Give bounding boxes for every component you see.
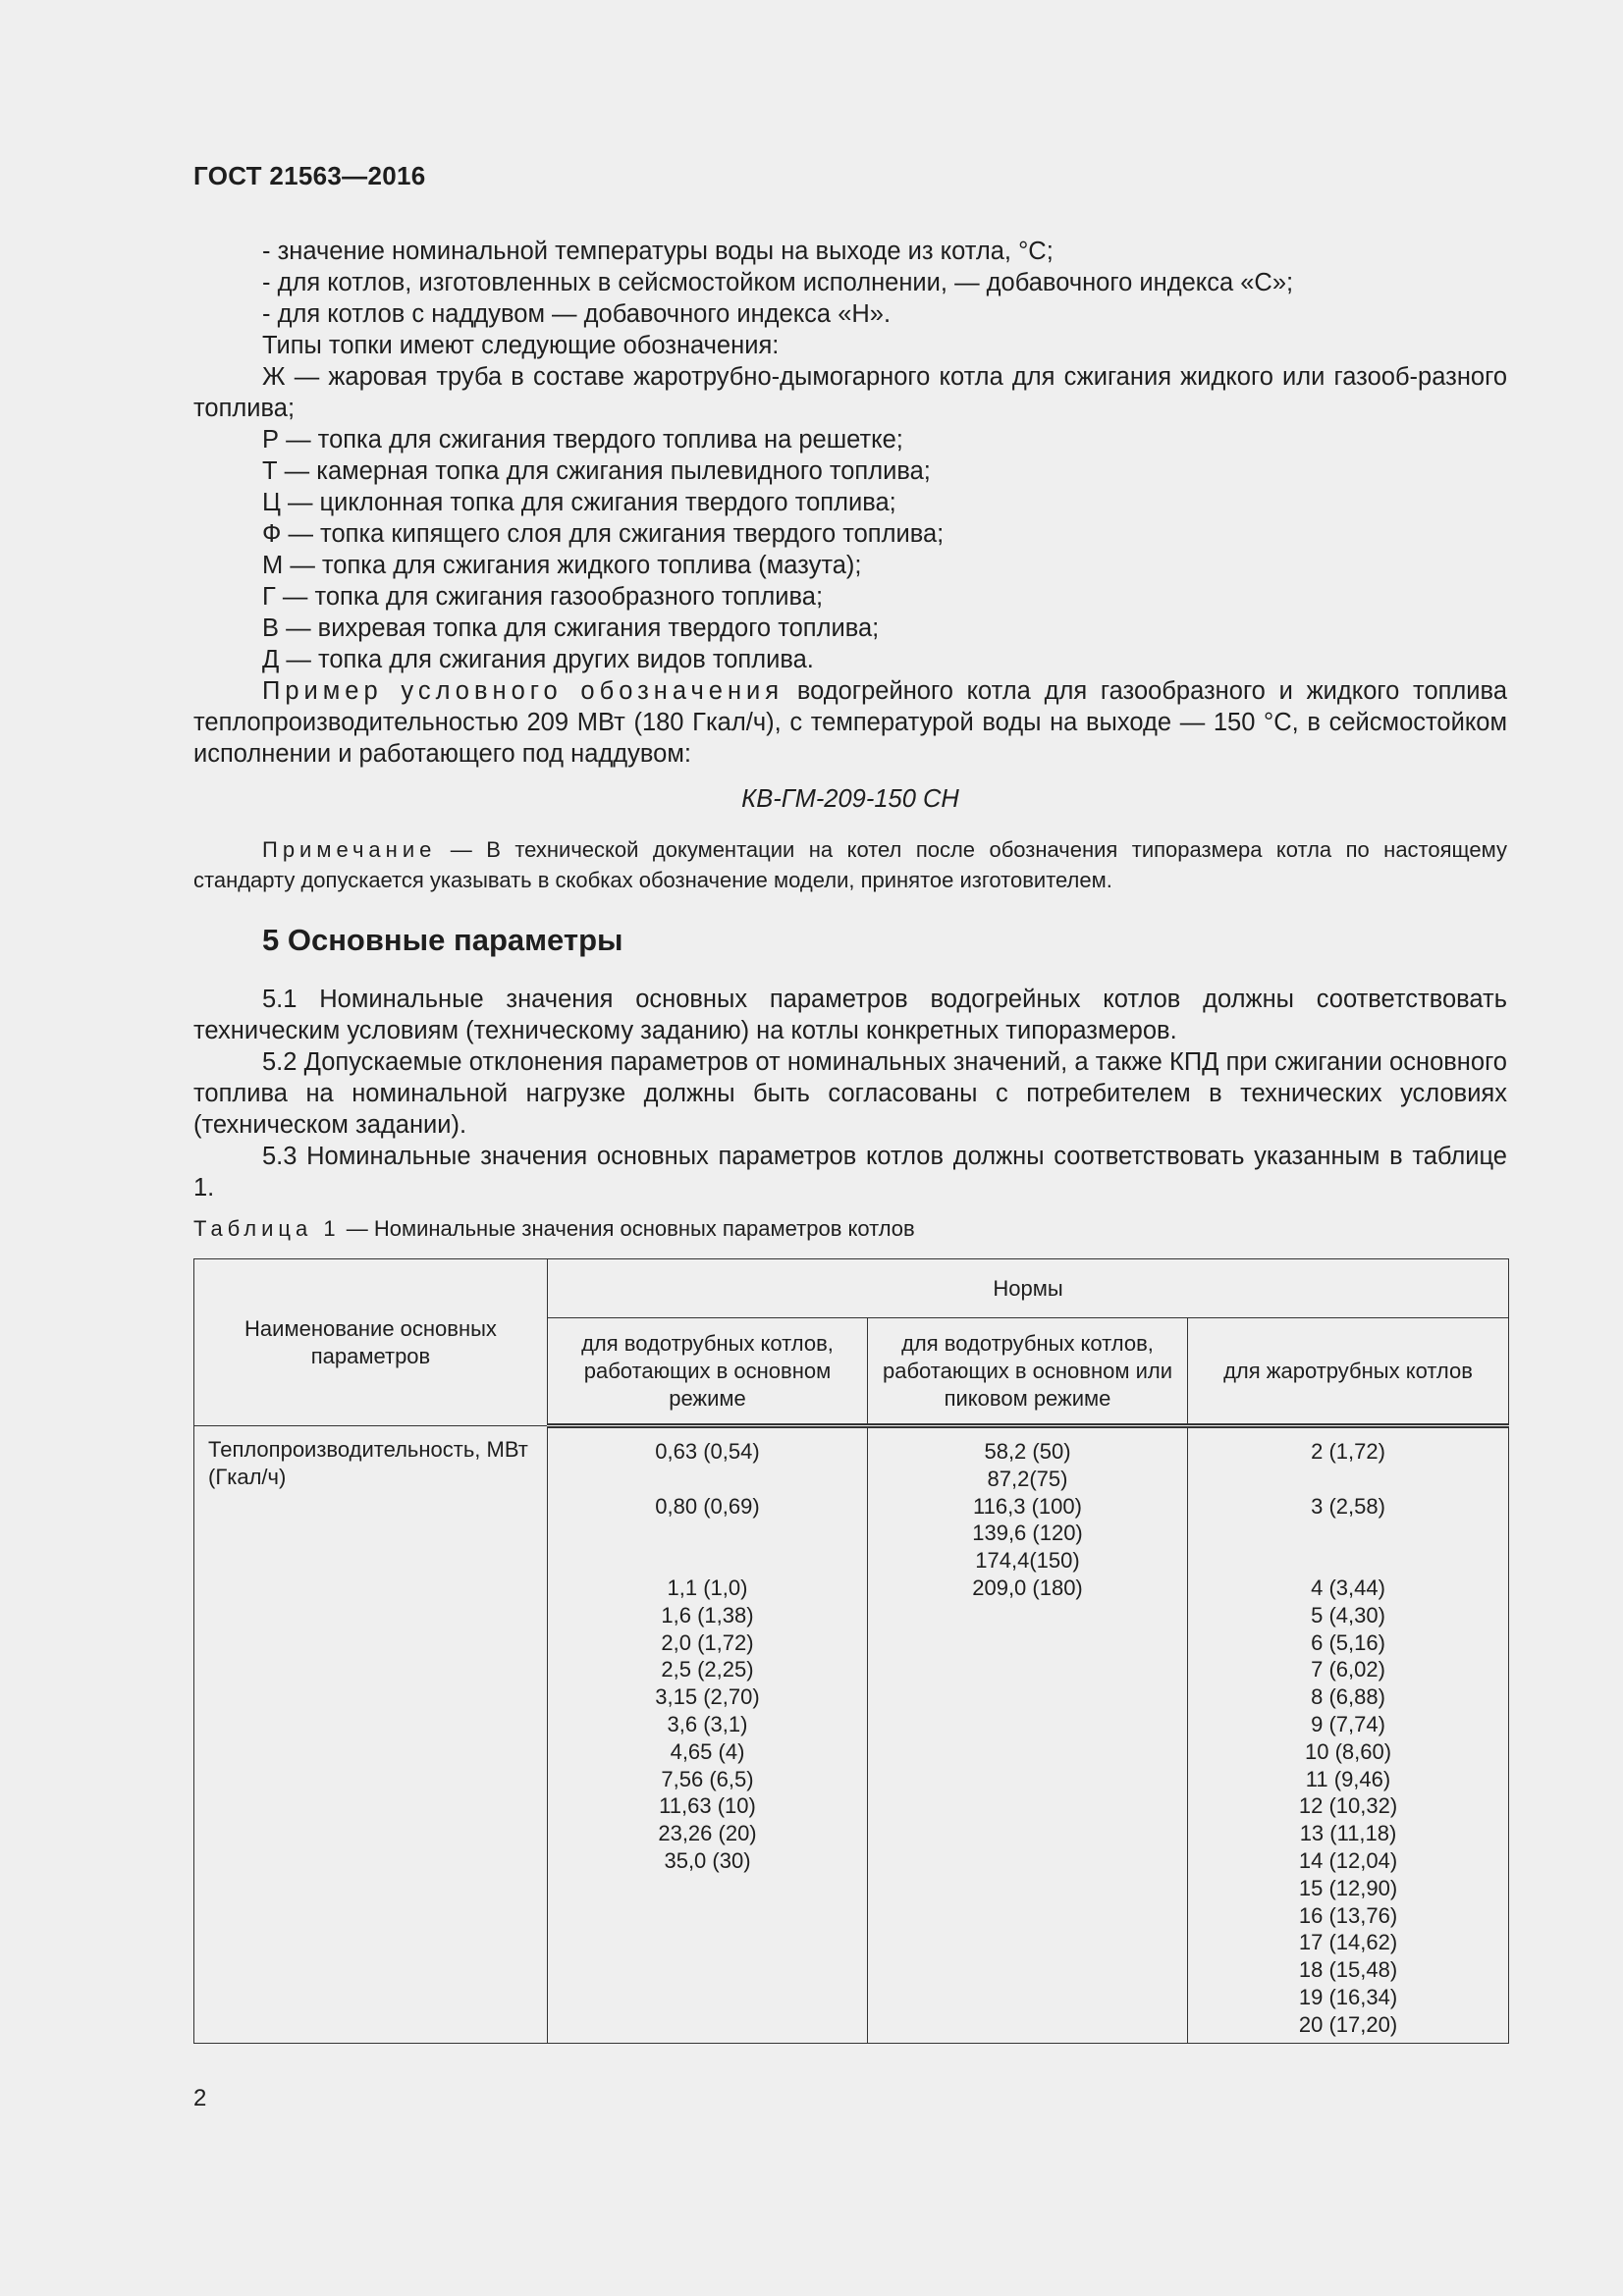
values-col-2 xyxy=(868,1426,1188,2044)
table-cell: 2,0 (1,72) xyxy=(661,1629,754,1655)
table-cell: 10 (8,60) xyxy=(1304,1738,1392,1764)
table-cell: 13 (11,18) xyxy=(1299,1821,1397,1846)
table-cell: 0,63 (0,54) xyxy=(655,1439,760,1464)
table-cell: 14 (12,04) xyxy=(1298,1847,1398,1873)
firebox-type: Д — топка для сжигания других видов топлива. xyxy=(262,646,814,673)
table-cell: 5 (4,30) xyxy=(1311,1602,1385,1628)
table-cell: 3,6 (3,1) xyxy=(667,1711,748,1736)
column-header: для водотрубных котлов, работающих в основном режиме xyxy=(548,1318,868,1426)
table-cell: 116,3 (100) xyxy=(973,1493,1082,1519)
table-cell xyxy=(556,1466,859,1493)
table-cell: 87,2(75) xyxy=(987,1466,1068,1491)
table-cell: 58,2 (50) xyxy=(984,1439,1071,1464)
list-item: - значение номинальной температуры воды на выходе из котла, °С; xyxy=(262,238,1054,265)
table-cell xyxy=(556,1520,859,1547)
table-caption xyxy=(193,1213,1507,1245)
table-cell: 8 (6,88) xyxy=(1311,1684,1385,1710)
list-item: - для котлов, изготовленных в сейсмостойком исполнении, — добавочного индекса «С»; xyxy=(262,269,1294,296)
paragraph: 5.1 Номинальные значения основных параметров водогрейных котлов должны соответствовать техническим условиям (техническому заданию) на котлы конкретных типоразмеров. xyxy=(193,986,1507,1044)
table-cell: 174,4(150) xyxy=(975,1548,1080,1574)
list-item: - для котлов с наддувом — добавочного индекса «Н». xyxy=(262,300,892,328)
note-lead: Примечание xyxy=(262,837,437,862)
table-cell: 19 (16,34) xyxy=(1298,1984,1398,2009)
table-cell xyxy=(1196,1466,1500,1493)
table-cell: 1,6 (1,38) xyxy=(661,1602,754,1628)
table-caption-lead: Таблица 1 xyxy=(193,1216,341,1241)
table-cell: 0,80 (0,69) xyxy=(655,1493,760,1519)
table-cell: 3,15 (2,70) xyxy=(655,1684,760,1710)
document-body xyxy=(193,236,1507,2044)
table-cell: 2 (1,72) xyxy=(1311,1439,1385,1464)
example-text: водогрейного котла для газообразного и жидкого топлива теплопроизводительностью 209 МВт (180 Гкал/ч), с температурой воды на выходе — 150 °С, в сейсмостойком исполнении и работающего под наддувом: xyxy=(193,677,1507,768)
table-cell: 209,0 (180) xyxy=(972,1575,1083,1600)
table-cell xyxy=(556,1547,859,1575)
table-cell: 17 (14,62) xyxy=(1298,1930,1398,1955)
table-cell: 11 (9,46) xyxy=(1305,1766,1391,1791)
note xyxy=(193,834,1507,895)
firebox-type: Р — топка для сжигания твердого топлива на решетке; xyxy=(262,426,903,454)
table-cell: 7 (6,02) xyxy=(1311,1657,1385,1682)
note-text: — В технической документации на котел после обозначения типоразмера котла по настоящему стандарту допускается указывать в скобках обозначение модели, принятое изготовителем. xyxy=(193,837,1507,892)
firebox-type: Ф — топка кипящего слоя для сжигания твердого топлива; xyxy=(262,520,945,548)
table-cell: 4 (3,44) xyxy=(1311,1575,1385,1600)
firebox-type: Ж — жаровая труба в составе жаротрубно-дымогарного котла для сжигания жидкого или газооб-разного топлива; xyxy=(193,363,1507,422)
firebox-type: Ц — циклонная топка для сжигания твердого топлива; xyxy=(262,489,896,516)
table-cell xyxy=(1196,1547,1500,1575)
paragraph: 5.2 Допускаемые отклонения параметров от номинальных значений, а также КПД при сжигании основного топлива на номинальной нагрузке должны быть согласованы с потребителем в технических условиях (техническом задании). xyxy=(193,1048,1507,1139)
column-header-name: Наименование основных параметров xyxy=(194,1259,548,1426)
table-cell: 23,26 (20) xyxy=(658,1821,757,1846)
table-cell: 6 (5,16) xyxy=(1311,1629,1385,1655)
firebox-intro: Типы топки имеют следующие обозначения: xyxy=(262,332,780,359)
firebox-type: В — вихревая топка для сжигания твердого топлива; xyxy=(262,614,880,642)
column-header: для водотрубных котлов, работающих в основном или пиковом режиме xyxy=(868,1318,1188,1426)
designation-formula: КВ-ГМ-209-150 СН xyxy=(741,785,959,813)
parameters-table xyxy=(193,1258,1509,2044)
values-col-3 xyxy=(1188,1426,1509,2044)
table-cell: 16 (13,76) xyxy=(1298,1902,1398,1928)
row-name: Теплопроизводительность, МВт (Гкал/ч) xyxy=(194,1426,548,2044)
column-header-norms: Нормы xyxy=(548,1259,1509,1318)
table-cell: 11,63 (10) xyxy=(659,1793,756,1819)
example-paragraph xyxy=(193,675,1507,770)
table-caption-text: — Номинальные значения основных параметров котлов xyxy=(340,1216,915,1241)
table-row xyxy=(194,1426,1509,2044)
table-cell: 7,56 (6,5) xyxy=(661,1766,754,1791)
table-cell: 2,5 (2,25) xyxy=(661,1657,754,1682)
document-header: ГОСТ 21563—2016 xyxy=(193,161,426,190)
table-cell: 35,0 (30) xyxy=(664,1847,751,1873)
table-cell xyxy=(1196,1520,1500,1547)
paragraph: 5.3 Номинальные значения основных параметров котлов должны соответствовать указанным в таблице 1. xyxy=(193,1143,1507,1201)
page-number: 2 xyxy=(193,2085,207,2111)
table-cell: 9 (7,74) xyxy=(1311,1711,1385,1736)
values-col-1 xyxy=(548,1426,868,2044)
table-cell: 18 (15,48) xyxy=(1298,1957,1398,1983)
table-cell: 139,6 (120) xyxy=(972,1521,1083,1546)
table-cell: 20 (17,20) xyxy=(1298,2011,1398,2037)
column-header: для жаротрубных котлов xyxy=(1188,1318,1509,1426)
table-cell: 3 (2,58) xyxy=(1311,1493,1385,1519)
table-cell: 4,65 (4) xyxy=(670,1738,745,1764)
example-lead: Пример условного обозначения xyxy=(262,677,784,705)
firebox-type: Т — камерная топка для сжигания пылевидного топлива; xyxy=(262,457,931,485)
section-title: 5 Основные параметры xyxy=(262,923,623,957)
table-cell: 15 (12,90) xyxy=(1298,1875,1398,1900)
firebox-type: М — топка для сжигания жидкого топлива (мазута); xyxy=(262,552,862,579)
table-cell: 1,1 (1,0) xyxy=(667,1575,748,1600)
firebox-type: Г — топка для сжигания газообразного топлива; xyxy=(262,583,824,611)
table-cell: 12 (10,32) xyxy=(1298,1793,1398,1819)
